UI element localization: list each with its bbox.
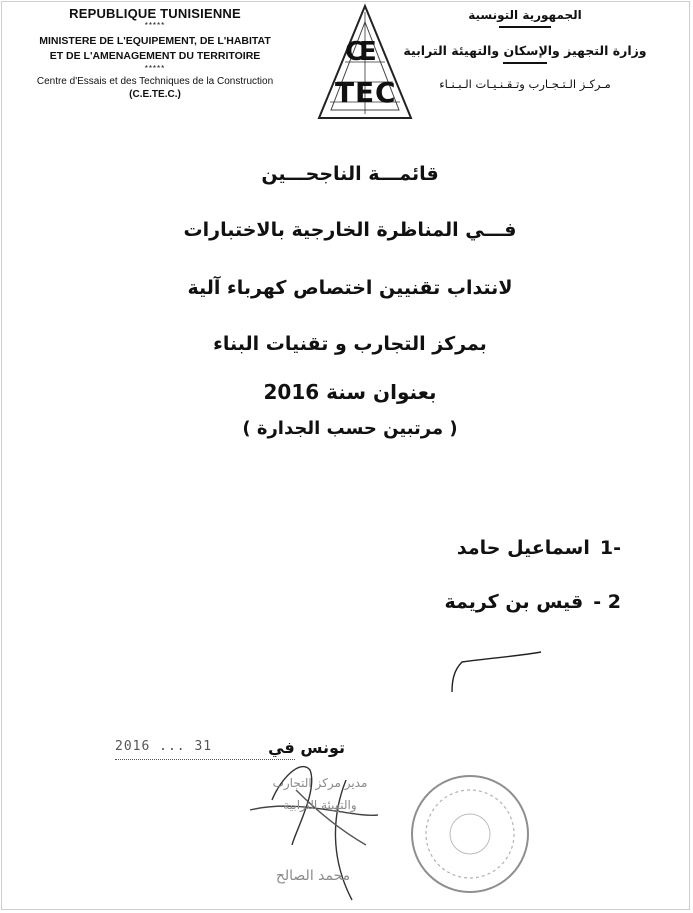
title-line: بمركز التجارب و تقنيات البناء [213, 333, 487, 355]
header-rule [499, 26, 551, 28]
centre-fr: Centre d'Essais et des Techniques de la Construction [36, 76, 274, 87]
centre-abbr: (C.E.TE.C.) [129, 89, 181, 100]
list-item [444, 589, 621, 615]
title-ranking-note: ( مرتبين حسب الجدارة ) [242, 418, 458, 439]
centre-ar: مـركـز الـتـجـارب وتـقـنـيـات الـبـنـاء [439, 77, 611, 91]
title-line: لانتداب تقنيين اختصاص كهرباء آلية [187, 277, 513, 299]
ministry-fr-line2: ET DE L'AMENAGEMENT DU TERRITOIRE [49, 50, 261, 62]
svg-text:E: E [355, 76, 375, 109]
list-item-name: اسماعيل حامد [456, 537, 590, 559]
separator-stars: ***** [144, 64, 166, 73]
list-item-name: قيس بن كريمة [444, 591, 584, 613]
title-line: قائمـــة الناجحـــين [261, 163, 439, 185]
list-item [457, 535, 621, 561]
title-year: بعنوان سنة 2016 [263, 380, 437, 404]
svg-text:T: T [335, 76, 355, 109]
stamp-signatory-name: محمد الصالح [275, 868, 351, 884]
svg-text:C: C [375, 76, 396, 109]
header-arabic [395, 6, 655, 92]
list-item-number: -1 [599, 537, 621, 559]
svg-text:C: C [345, 37, 365, 67]
country-ar: الجمهورية التونسية [468, 8, 582, 22]
round-seal-icon [408, 772, 533, 897]
list-item-number: 2 - [593, 591, 621, 613]
stamp-line: والتهيئة الترابية [283, 798, 357, 812]
header-french [10, 6, 300, 101]
ministry-ar: وزارة التجهيز والإسكان والتهيئة الترابية [403, 43, 647, 58]
separator-stars: ***** [144, 21, 166, 30]
svg-text:E: E [359, 37, 377, 67]
country-fr: REPUBLIQUE TUNISIENNE [69, 6, 241, 21]
title-line: فـــي المناظرة الخارجية بالاختبارات [183, 219, 517, 241]
header-rule [503, 62, 547, 64]
place-label: تونس في [268, 738, 345, 757]
official-stamp-text [235, 772, 405, 816]
ministry-fr-line1: MINISTERE DE L'EQUIPEMENT, DE L'HABITAT [39, 35, 271, 47]
date-stamp: 2016 ... 31 [115, 737, 295, 760]
stamp-line: مدير مركز التجارب [272, 776, 368, 790]
